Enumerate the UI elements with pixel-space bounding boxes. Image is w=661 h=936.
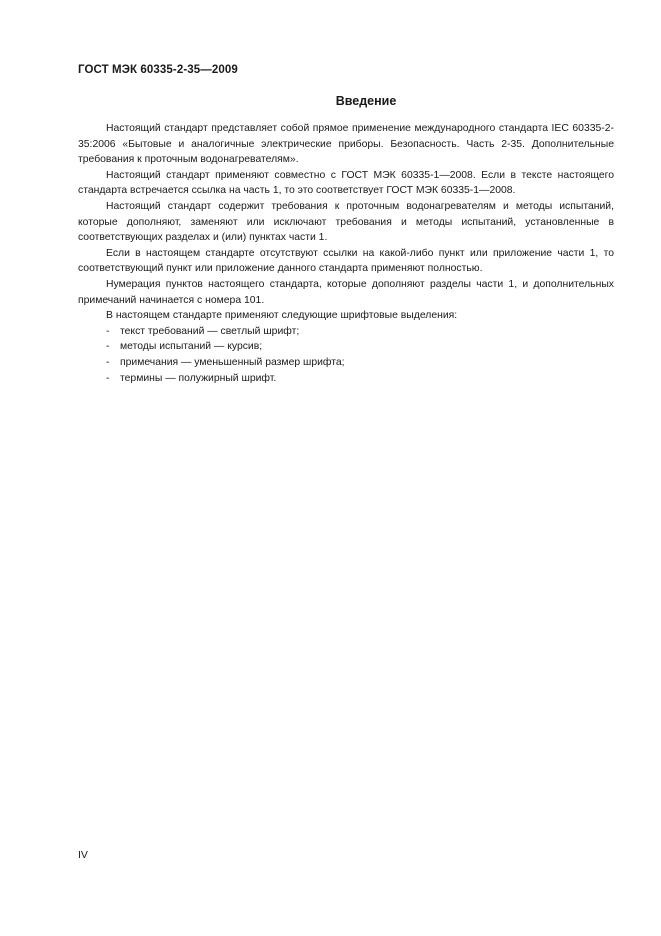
list-item: [78, 355, 614, 371]
list-marker: -: [106, 325, 110, 337]
paragraph-1: Настоящий стандарт представляет собой прямое применение международного стандарта IEC 60335-2-35:2006 «Бытовые и аналогичные электрические приборы. Безопасность. Часть 2-35. Дополнительные требования к проточным водонагревателям».: [78, 123, 614, 166]
font-conventions-list: [78, 324, 614, 386]
page-number: IV: [78, 849, 88, 861]
list-marker: -: [106, 372, 110, 384]
section-title: Введение: [335, 94, 397, 108]
paragraph-3: Настоящий стандарт содержит требования к проточным водонагревателям и методы испытаний, которые дополняют, заменяют или исключают требования и методы испытаний, установленные в соответствующих разделах и (или) пунктах части 1.: [78, 200, 614, 244]
list-item-text: текст требований — светлый шрифт;: [120, 325, 300, 337]
paragraph-2: Настоящий стандарт применяют совместно с ГОСТ МЭК 60335-1—2008. Если в тексте настоящего стандарта встречается ссылка на часть 1, то это соответствует ГОСТ МЭК 60335-1—2008.: [78, 169, 614, 197]
list-item-text: методы испытаний — курсив;: [120, 341, 263, 353]
paragraph-6: В настоящем стандарте применяют следующие шрифтовые выделения:: [106, 310, 458, 322]
paragraph-5: Нумерация пунктов настоящего стандарта, которые дополняют разделы части 1, и дополнительных примечаний начинается с номера 101.: [78, 278, 614, 306]
list-item: [78, 371, 614, 387]
list-item-text: термины — полужирный шрифт.: [120, 372, 277, 384]
paragraph-4: Если в настоящем стандарте отсутствуют ссылки на какой-либо пункт или приложение части 1, то соответствующий пункт или приложение данного стандарта применяют полностью.: [78, 247, 614, 275]
document-header: ГОСТ МЭК 60335-2-35—2009: [78, 64, 238, 76]
list-marker: -: [106, 341, 110, 353]
list-item: [78, 339, 614, 355]
list-item-text: примечания — уменьшенный размер шрифта;: [120, 356, 345, 368]
list-item: [78, 324, 614, 340]
document-body: [78, 121, 614, 386]
list-marker: -: [106, 356, 110, 368]
